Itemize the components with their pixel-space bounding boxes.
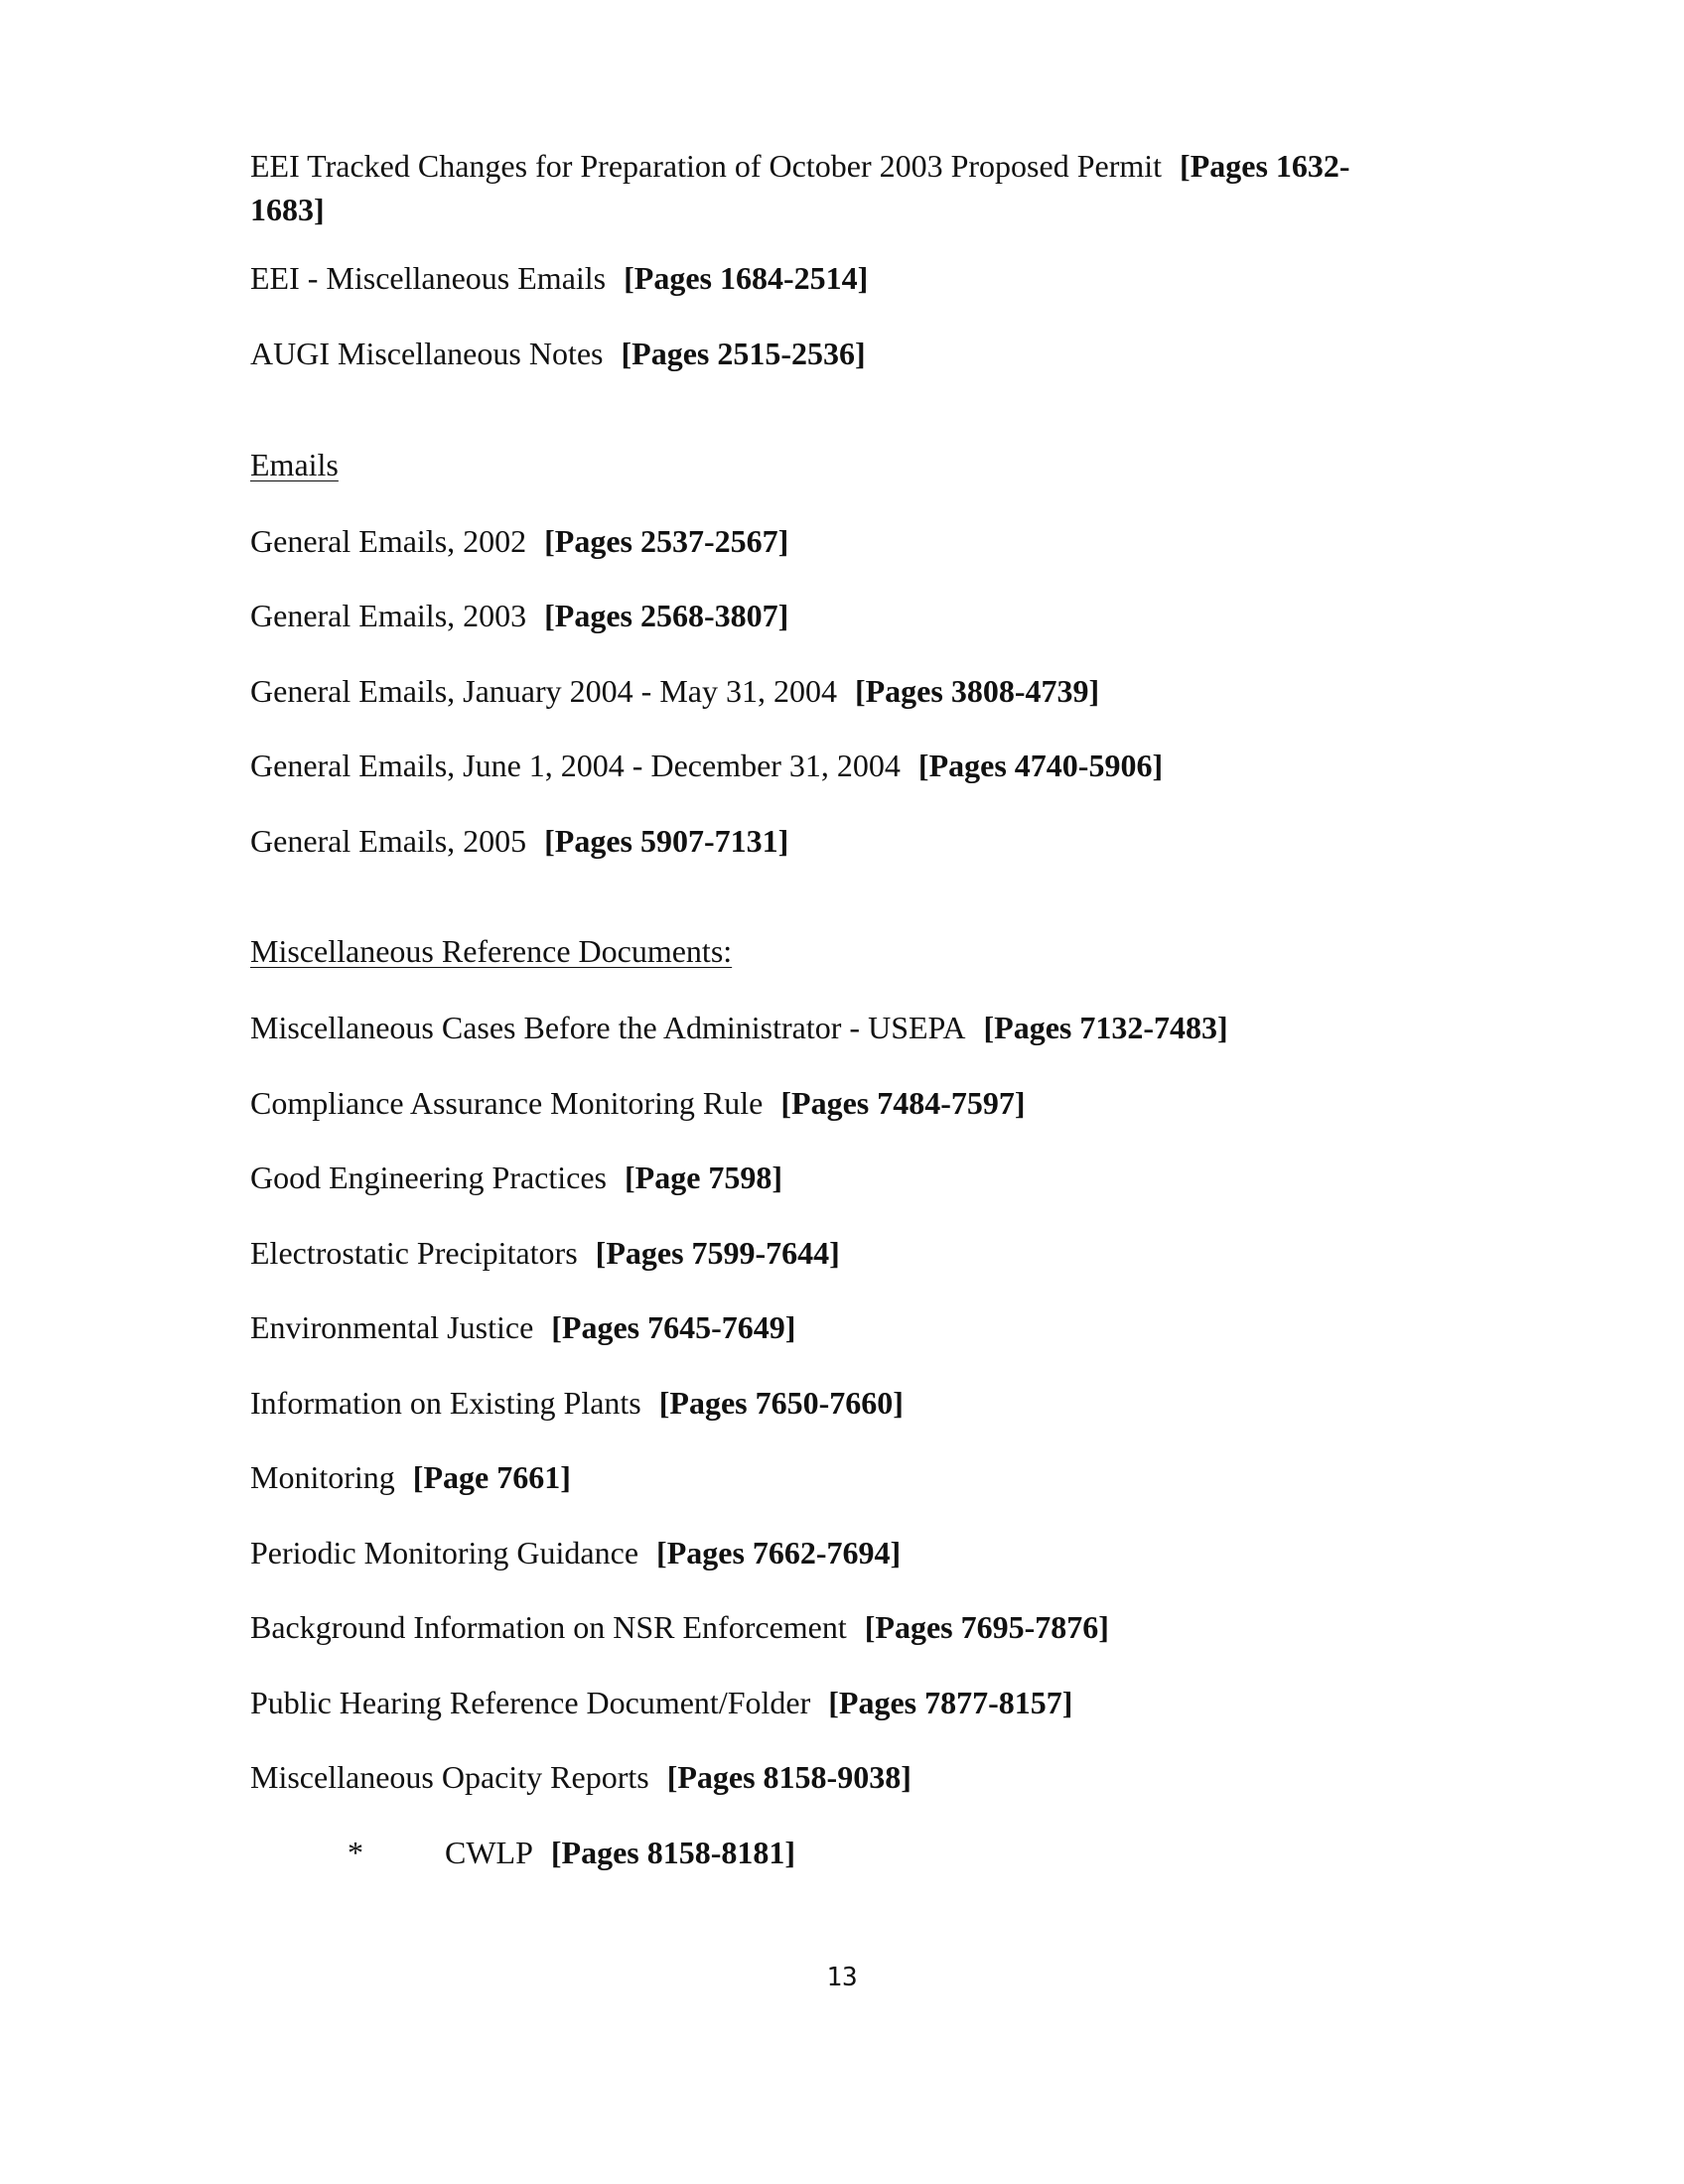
entry-label: Good Engineering Practices [250, 1160, 607, 1195]
section-heading-emails: Emails [250, 447, 339, 482]
entry-pages: [Pages 5907-7131] [544, 823, 789, 859]
entry-compliance-assurance-monitoring [250, 1081, 1026, 1125]
entry-label: General Emails, June 1, 2004 - December 31, 2004 [250, 748, 901, 783]
entry-label: Background Information on NSR Enforcement [250, 1609, 847, 1645]
entry-pages: [Pages 7645-7649] [551, 1309, 796, 1345]
entry-pages: [Pages 7132-7483] [983, 1010, 1228, 1045]
entry-label: Miscellaneous Cases Before the Administrator - USEPA [250, 1010, 966, 1045]
entry-nsr-enforcement [250, 1605, 1109, 1649]
entry-label: AUGI Miscellaneous Notes [250, 336, 604, 371]
bullet-marker: * [348, 1835, 363, 1870]
entry-label: Miscellaneous Opacity Reports [250, 1759, 649, 1795]
entry-label: Periodic Monitoring Guidance [250, 1535, 639, 1570]
entry-pages: [Pages 1632-1683] [250, 148, 1350, 227]
entry-pages: [Pages 3808-4739] [854, 673, 1100, 709]
entry-augi-misc-notes [250, 332, 866, 375]
entry-pages: [Pages 7484-7597] [780, 1085, 1026, 1121]
entry-pages: [Pages 8158-9038] [666, 1759, 912, 1795]
entry-label: Electrostatic Precipitators [250, 1235, 578, 1271]
sub-entry-cwlp [348, 1831, 795, 1874]
section-heading-misc-reference: Miscellaneous Reference Documents: [250, 933, 733, 969]
entry-general-emails-jun-dec-2004 [250, 744, 1163, 787]
entry-label: Compliance Assurance Monitoring Rule [250, 1085, 764, 1121]
entry-good-engineering-practices [250, 1156, 782, 1199]
entry-general-emails-2003 [250, 594, 788, 637]
entry-pages: [Pages 7650-7660] [658, 1385, 904, 1421]
entry-label: General Emails, 2002 [250, 523, 527, 559]
entry-pages: [Pages 7662-7694] [656, 1535, 902, 1570]
entry-label: Monitoring [250, 1459, 395, 1495]
entry-label: Environmental Justice [250, 1309, 534, 1345]
entry-pages: [Page 7661] [412, 1459, 571, 1495]
entry-pages: [Pages 7877-8157] [828, 1685, 1073, 1720]
entry-label: General Emails, 2003 [250, 598, 527, 633]
entry-label: Information on Existing Plants [250, 1385, 641, 1421]
entry-pages: [Pages 2537-2567] [544, 523, 789, 559]
entry-misc-cases-usepa [250, 1006, 1228, 1049]
entry-label: EEI - Miscellaneous Emails [250, 260, 607, 296]
entry-periodic-monitoring-guidance [250, 1531, 901, 1574]
entry-general-emails-2005 [250, 819, 788, 863]
entry-pages: [Pages 4740-5906] [917, 748, 1164, 783]
entry-monitoring [250, 1455, 571, 1499]
entry-pages: [Pages 7599-7644] [595, 1235, 840, 1271]
entry-pages: [Pages 8158-8181] [550, 1835, 796, 1870]
entry-eei-misc-emails [250, 256, 868, 300]
entry-misc-opacity-reports [250, 1755, 912, 1799]
entry-pages: [Pages 2515-2536] [621, 336, 866, 371]
entry-existing-plants [250, 1381, 904, 1425]
entry-eei-tracked-changes [250, 144, 1402, 231]
entry-electrostatic-precipitators [250, 1231, 840, 1275]
entry-label: EEI Tracked Changes for Preparation of October 2003 Proposed Permit [250, 148, 1163, 184]
entry-label: Public Hearing Reference Document/Folder [250, 1685, 811, 1720]
entry-label: General Emails, 2005 [250, 823, 527, 859]
entry-pages: [Pages 7695-7876] [864, 1609, 1109, 1645]
entry-environmental-justice [250, 1305, 795, 1349]
entry-label: General Emails, January 2004 - May 31, 2004 [250, 673, 837, 709]
entry-general-emails-jan-may-2004 [250, 669, 1099, 713]
entry-label: CWLP [445, 1835, 533, 1870]
page-number: 13 [826, 1963, 858, 1992]
entry-pages: [Pages 2568-3807] [544, 598, 789, 633]
entry-pages: [Pages 1684-2514] [624, 260, 869, 296]
entry-general-emails-2002 [250, 519, 788, 563]
entry-public-hearing-reference [250, 1681, 1072, 1724]
entry-pages: [Page 7598] [625, 1160, 783, 1195]
